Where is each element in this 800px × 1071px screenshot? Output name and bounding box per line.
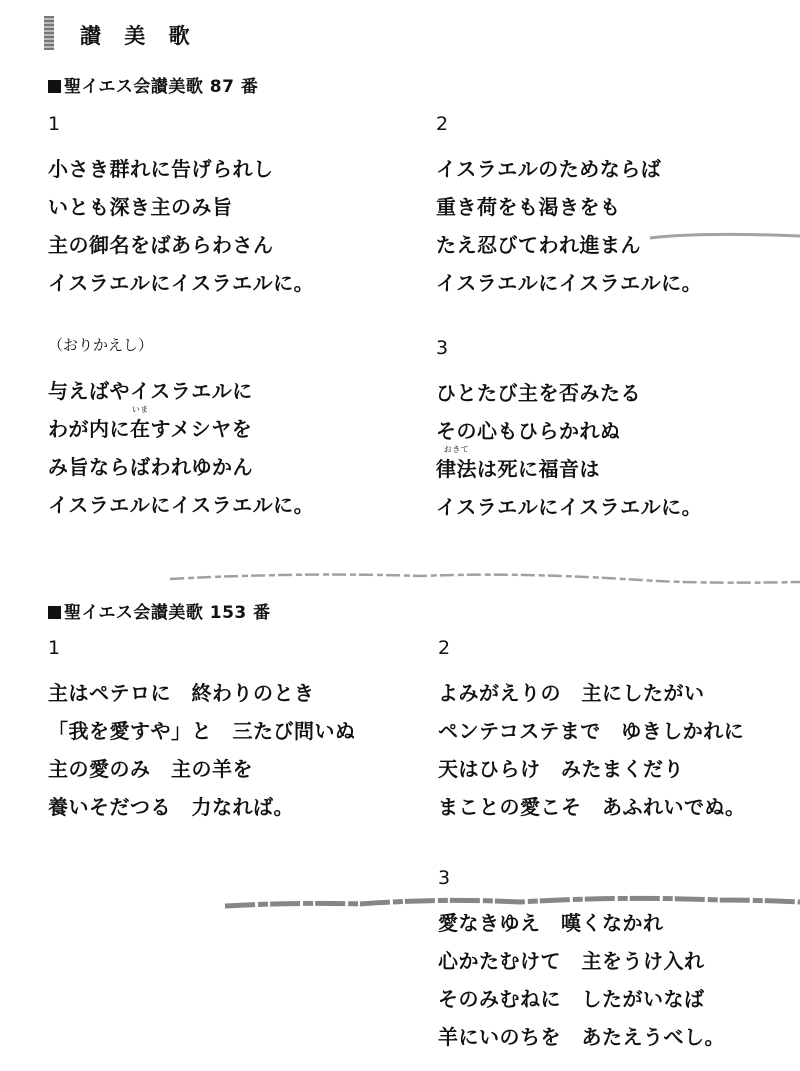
verse-line: まことの愛こそ あふれいでぬ。	[438, 795, 746, 819]
verse-number: 1	[48, 113, 61, 135]
verse-line: 主の御名をばあらわさん	[48, 233, 274, 257]
verse-line: 養いそだつる 力なれば。	[48, 795, 294, 819]
verse-line: イスラエルのためならば	[436, 157, 662, 181]
furigana: おきて	[443, 445, 470, 454]
verse-line: 心かたむけて 主をうけ入れ	[438, 949, 705, 973]
verse-line: 羊にいのちを あたえうべし。	[438, 1025, 725, 1049]
verse-line: たえ忍びてわれ進まん	[436, 233, 641, 257]
verse-line: 重き荷をも渇きをも	[436, 195, 621, 219]
verse-line: その心もひらかれぬ	[436, 419, 621, 443]
verse-number: 2	[436, 113, 449, 135]
page-title: 讃 美 歌	[80, 24, 198, 48]
verse-line: よみがえりの 主にしたがい	[438, 681, 705, 705]
furigana: いま	[131, 405, 149, 414]
verse-number: 1	[48, 637, 61, 659]
verse-line: 主の愛のみ 主の羊を	[48, 757, 253, 781]
verse-line: 愛なきゆえ 嘆くなかれ	[438, 911, 664, 935]
verse-line: イスラエルにイスラエルに。	[48, 493, 315, 517]
verse-line-with-ruby: おきて 律法は死に福音は	[436, 445, 600, 481]
verse-line: そのみむねに したがいなば	[438, 987, 705, 1011]
verse-line: 天はひらけ みたまくだり	[438, 757, 684, 781]
verse-line: ペンテコステまで ゆきしかれに	[438, 719, 745, 743]
verse-line: ひとたび主を否みたる	[436, 381, 641, 405]
verse-line: 小さき群れに告げられし	[48, 157, 274, 181]
verse-line: イスラエルにイスラエルに。	[48, 271, 315, 295]
verse-number: 2	[438, 637, 451, 659]
verse-number: 3	[438, 867, 451, 889]
verse-line: 主はペテロに 終わりのとき	[48, 681, 315, 705]
verse-line: イスラエルにイスラエルに。	[436, 495, 703, 519]
verse-line: 与えばやイスラエルに	[48, 379, 253, 403]
verse-line: イスラエルにイスラエルに。	[436, 271, 703, 295]
hymn-heading-153: 聖イエス会讃美歌 153 番	[48, 598, 271, 623]
verse-line: いとも深き主のみ旨	[48, 195, 233, 219]
verse-line-with-ruby: わが内に いま 在すメシヤを	[48, 405, 253, 441]
hymn-heading-87: 聖イエス会讃美歌 87 番	[48, 72, 258, 97]
verse-number: 3	[436, 337, 449, 359]
verse-line: 「我を愛すや」と 三たび問いぬ	[48, 719, 356, 743]
verse-line: み旨ならばわれゆかん	[48, 455, 253, 479]
refrain-label: （おりかえし）	[48, 336, 154, 354]
